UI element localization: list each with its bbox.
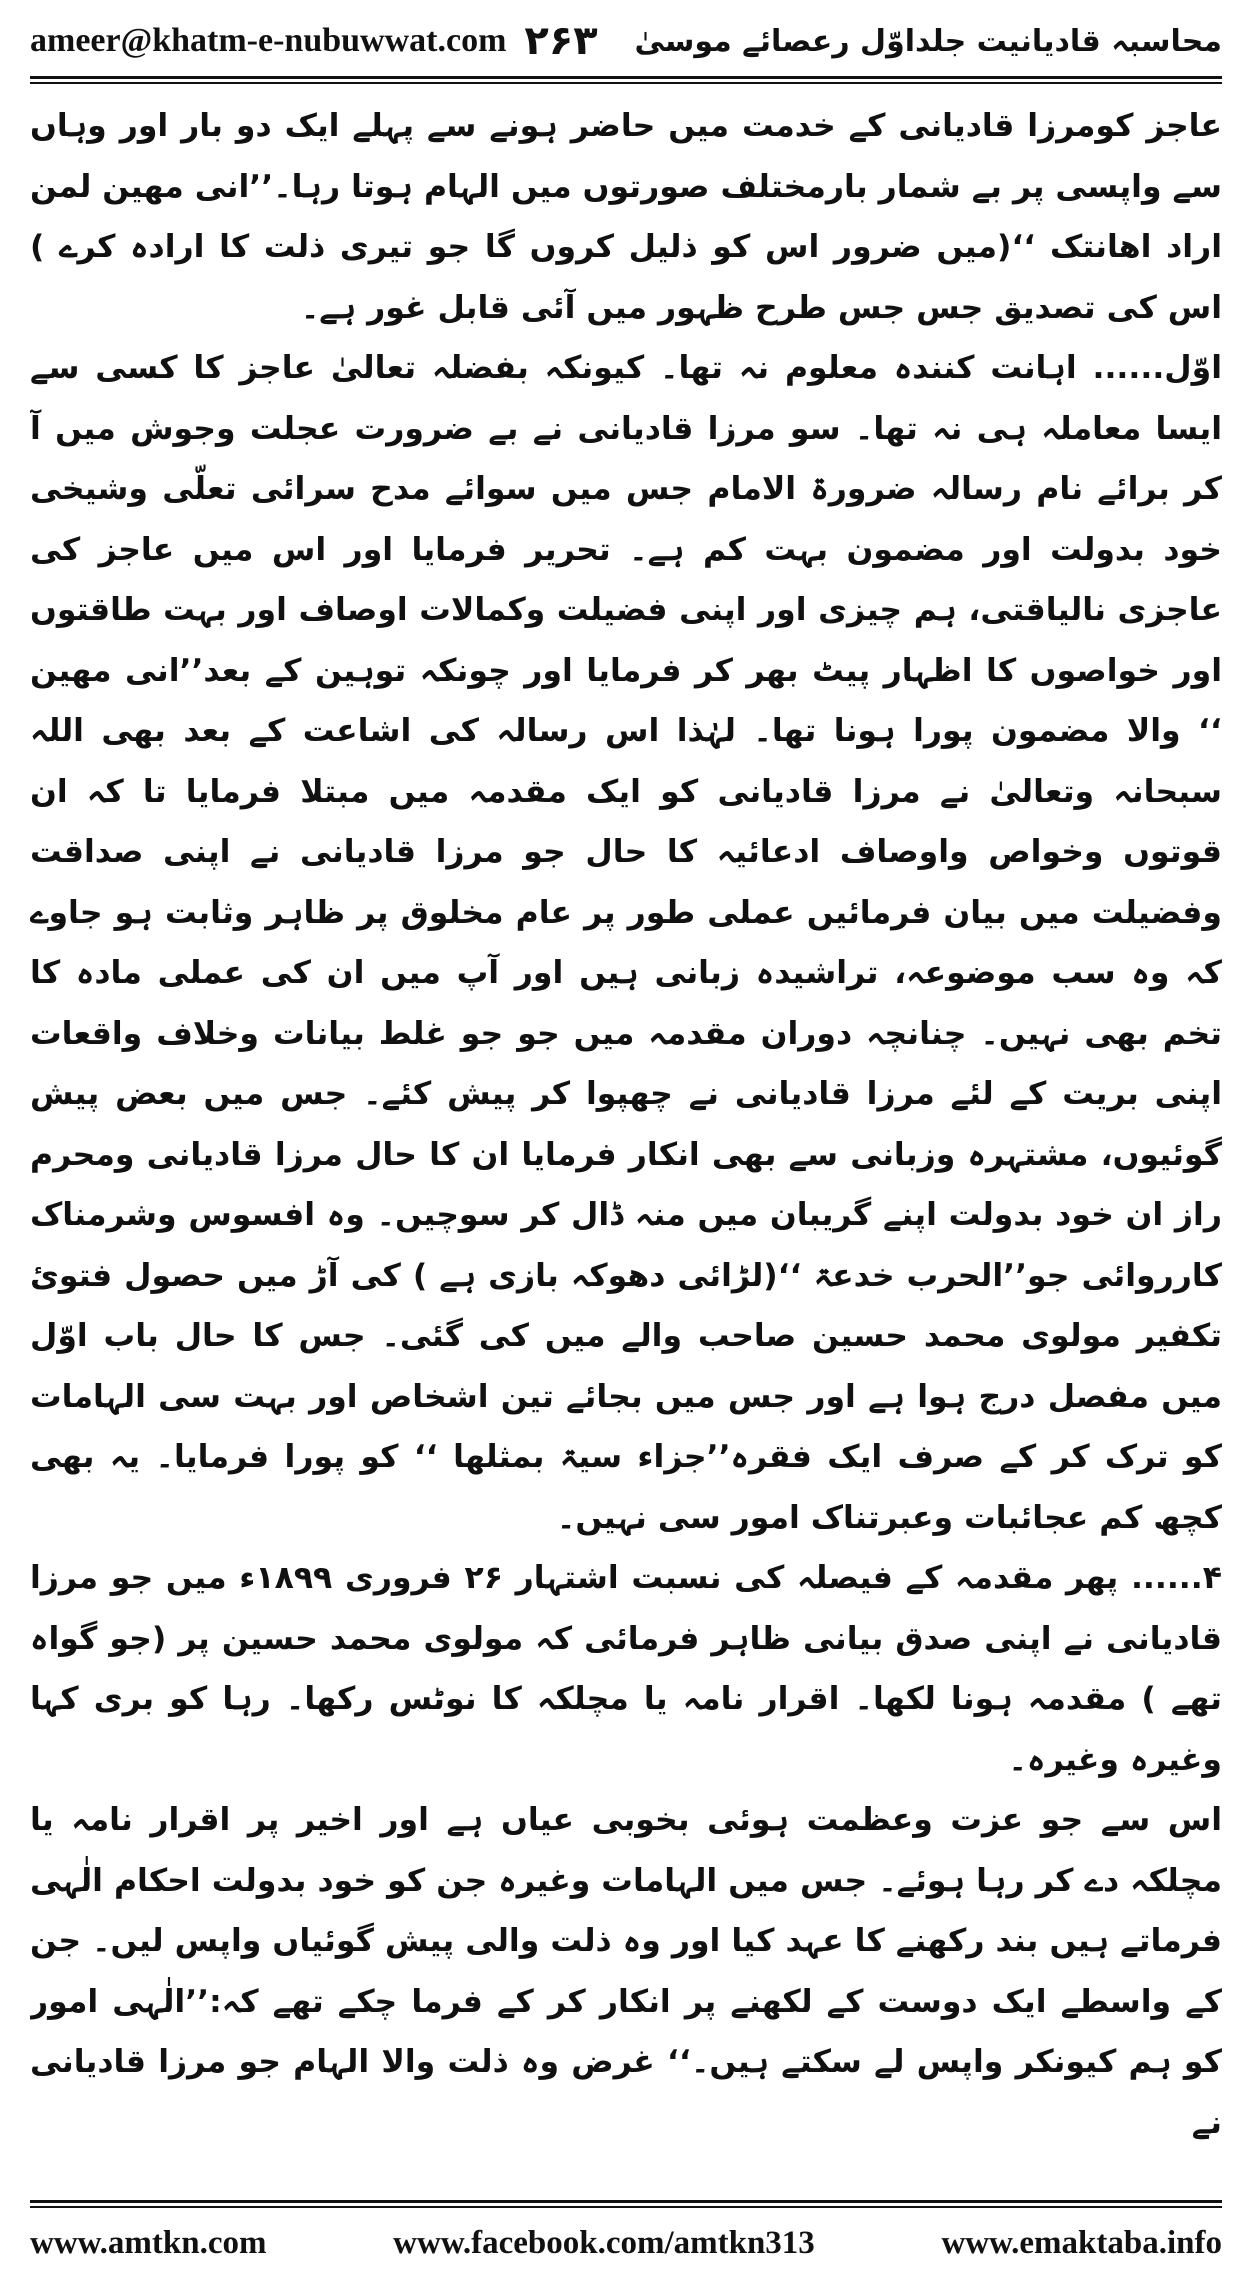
page-body bbox=[30, 96, 1222, 2186]
paragraph-2: اوّل...... اہانت کنندہ معلوم نہ تھا۔ کیونکہ بفضلہ تعالیٰ عاجز کا کسی سے ایسا معاملہ ہی نہ تھا۔ سو مرزا قادیانی نے بے ضرورت عجلت وجوش میں آ کر برائے نام رسالہ ضرورۃ الامام جس میں سوائے مدح سرائی تعلّی وشیخی خود بدولت اور مضمون بہت کم ہے۔ تحریر فرمایا اور اس میں عاجز کی عاجزی نالیاقتی، ہم چیزی اور اپنی فضیلت وکمالات اوصاف اور بہت طاقتوں اور خواصوں کا اظہار پیٹ بھر کر فرمایا اور چونکہ توہین کے بعد’’انی مھین ‘‘ والا مضمون پورا ہونا تھا۔ لہٰذا اس رسالہ کی اشاعت کے بعد بھی اللہ سبحانہ وتعالیٰ نے مرزا قادیانی کو ایک مقدمہ میں مبتلا فرمایا تا کہ ان قوتوں وخواص واوصاف ادعائیہ کا حال جو مرزا قادیانی نے اپنی صداقت وفضیلت میں بیان فرمائیں عملی طور پر عام مخلوق پر ظاہر وثابت ہو جاوے کہ وہ سب موضوعہ، تراشیدہ زبانی ہیں اور آپ میں ان کی عملی مادہ کا تخم بھی نہیں۔ چنانچہ دوران مقدمہ میں جو جو غلط بیانات وخلاف واقعات اپنی بریت کے لئے مرزا قادیانی نے چھپوا کر پیش کئے۔ جس میں بعض پیش گوئیوں، مشتہرہ وزبانی سے بھی انکار فرمایا ان کا حال مرزا قادیانی ومحرم راز ان خود بدولت اپنے گریبان میں منہ ڈال کر سوچیں۔ وہ افسوس وشرمناک کارروائی جو’’الحرب خدعۃ ‘‘(لڑائی دھوکہ بازی ہے ) کی آڑ میں حصول فتوئ تکفیر مولوی محمد حسین صاحب والے میں کی گئی۔ جس کا حال باب اوّل میں مفصل درج ہوا ہے اور جس میں بجائے تین اشخاص اور بہت سی الہامات کو ترک کر کے صرف ایک فقرہ’’جزاء سیۃ بمثلھا ‘‘ کو پورا فرمایا۔ یہ بھی کچھ کم عجائبات وعبرتناک امور سی نہیں۔ bbox=[30, 350, 1222, 1536]
paragraph-1: عاجز کومرزا قادیانی کے خدمت میں حاضر ہونے سے پہلے ایک دو بار اور وہاں سے واپسی پر بے شمار بارمختلف صورتوں میں الہام ہوتا رہا۔’’انی مھین لمن اراد اھانتک ‘‘(میں ضرور اس کو ذلیل کروں گا جو تیری ذلت کا ارادہ کرے ) اس کی تصدیق جس جس طرح ظہور میں آئی قابل غور ہے۔ bbox=[30, 108, 1222, 326]
page-number: ۲۶۳ bbox=[524, 18, 598, 64]
footer-rule-thick bbox=[30, 2200, 1222, 2203]
footer-link-emaktaba[interactable]: www.emaktaba.info bbox=[941, 2224, 1222, 2261]
header-left-group bbox=[30, 18, 598, 64]
book-title: محاسبہ قادیانیت جلداوّل رعصائے موسیٰ bbox=[634, 23, 1222, 59]
paragraph-4: اس سے جو عزت وعظمت ہوئی بخوبی عیاں ہے اور اخیر پر اقرار نامہ یا مچلکہ دے کر رہا ہوئے۔ جس میں الہامات وغیرہ جن کو خود بدولت احکام الٰہی فرماتے ہیں بند رکھنے کا عہد کیا اور وہ ذلت والی پیش گوئیاں واپس لیں۔ جن کے واسطے ایک دوست کے لکھنے پر انکار کر کے فرما چکے تھے کہ:’’الٰہی امور کو ہم کیونکر واپس لے سکتے ہیں۔‘‘ غرض وہ ذلت والا الہام جو مرزا قادیانی نے bbox=[30, 1802, 1222, 2141]
footer-link-facebook[interactable]: www.facebook.com/amtkn313 bbox=[393, 2224, 815, 2261]
page-header bbox=[30, 12, 1222, 70]
footer-link-amtkn[interactable]: www.amtkn.com bbox=[30, 2224, 267, 2261]
header-email: ameer@khatm-e-nubuwwat.com bbox=[30, 22, 507, 59]
footer-rule-thin bbox=[30, 2206, 1222, 2208]
header-rule-thick bbox=[30, 76, 1222, 79]
header-rule-thin bbox=[30, 82, 1222, 84]
paragraph-3: ۴...... پھر مقدمہ کے فیصلہ کی نسبت اشتہار ۲۶ فروری ۱۸۹۹ء میں جو مرزا قادیانی نے اپنی صدق بیانی ظاہر فرمائی کہ مولوی محمد حسین پر (جو گواہ تھے ) مقدمہ ہونا لکھا۔ اقرار نامہ یا مچلکہ کا نوٹس رکھا۔ رہا کو بری کہا وغیرہ وغیرہ۔ bbox=[30, 1560, 1222, 1778]
page-footer bbox=[30, 2218, 1222, 2268]
